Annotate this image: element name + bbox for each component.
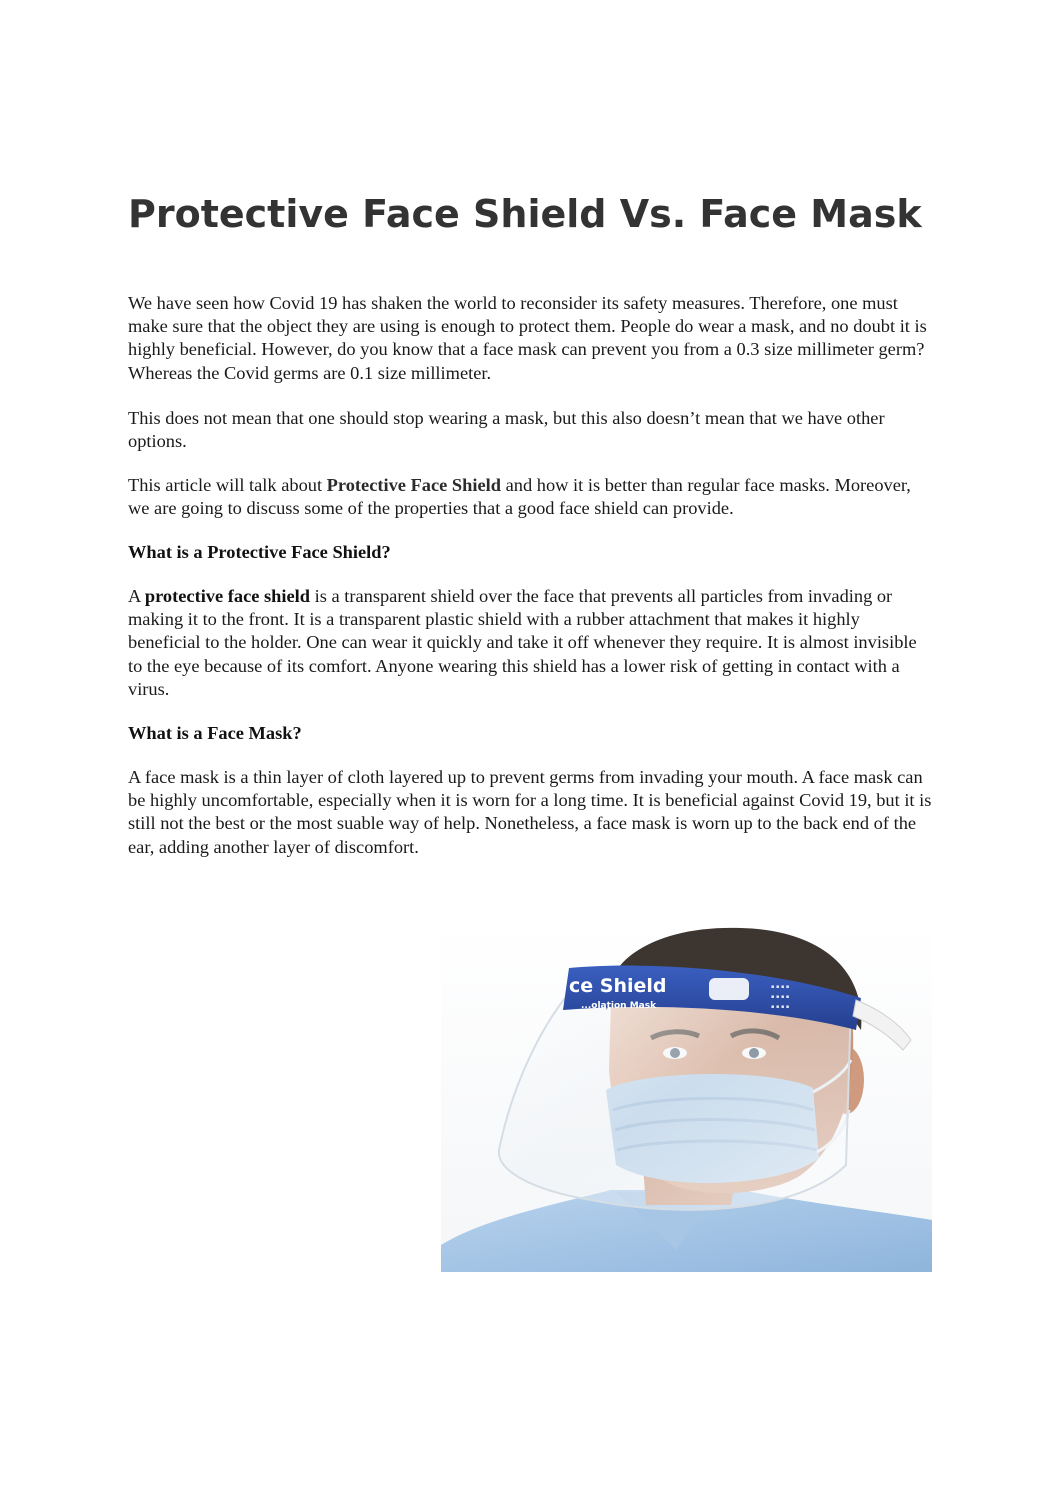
svg-text:▪ ▪ ▪ ▪: ▪ ▪ ▪ ▪	[771, 984, 790, 990]
face-shield-illustration	[441, 920, 932, 1272]
face-shield-bold-term: protective face shield	[144, 586, 311, 606]
article-scope-text-before: This article will talk about	[128, 475, 327, 495]
article-scope-paragraph	[128, 474, 933, 520]
face-shield-paragraph	[128, 585, 933, 701]
face-mask-paragraph: A face mask is a thin layer of cloth layered up to prevent germs from invading your mouth. A face mask can be highly uncomfortable, especially when it is worn for a long time. It is beneficial against Covid 19, but it is still not the best or the most suable way of help. Nonetheless, a face mask is worn up to the back end of the ear, adding another layer of discomfort.	[128, 767, 932, 857]
options-paragraph: This does not mean that one should stop wearing a mask, but this also doesn’t mean that we have other options.	[128, 408, 885, 452]
article-scope-text-after: and how it is better than regular face masks. Moreover, we are going to discuss some of the properties that a good face shield can provide.	[128, 475, 911, 519]
face-shield-text-after: is a transparent shield over the face that prevents all particles from invading or making it to the front. It is a transparent plastic shield with a rubber attachment that makes it highly beneficial to the holder. One can wear it quickly and take it off whenever they require. It is almost invisible to the eye because of its comfort. Anyone wearing this shield has a lower risk of getting in contact with a virus.	[128, 586, 917, 699]
section-heading-face-mask: What is a Face Mask?	[128, 723, 302, 743]
protective-face-shield-link[interactable]: Protective Face Shield	[326, 475, 501, 495]
face-shield-photo	[441, 920, 932, 1272]
face-shield-text-before: A	[128, 586, 145, 606]
section-heading-face-shield: What is a Protective Face Shield?	[128, 542, 391, 562]
page-title: Protective Face Shield Vs. Face Mask	[128, 192, 922, 236]
svg-text:▪ ▪ ▪ ▪: ▪ ▪ ▪ ▪	[771, 1004, 790, 1010]
svg-text:▪ ▪ ▪ ▪: ▪ ▪ ▪ ▪	[771, 994, 790, 1000]
intro-paragraph: We have seen how Covid 19 has shaken the world to reconsider its safety measures. Therefore, one must make sure that the object they are using is enough to protect them. People do wear a mask, and no doubt it is highly beneficial. However, do you know that a face mask can prevent you from a 0.3 size millimeter germ? Whereas the Covid germs are 0.1 size millimeter.	[128, 293, 927, 383]
headband-brand-text: ce Shield	[569, 975, 667, 997]
headband-sub-text: ...olation Mask	[581, 1001, 657, 1011]
